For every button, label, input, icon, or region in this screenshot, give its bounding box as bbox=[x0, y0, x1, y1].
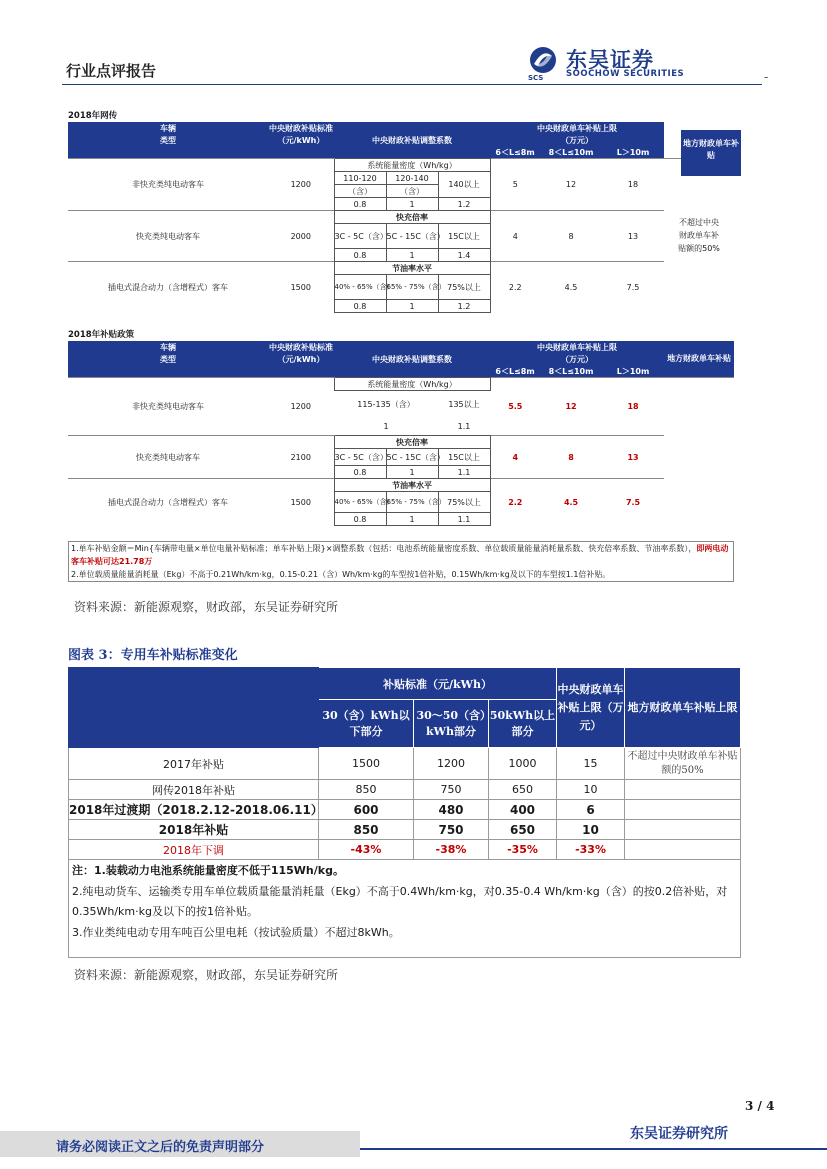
f3-h-c1: 30（含）kWh以下部分 bbox=[319, 700, 414, 748]
p-row3-coef-title: 节油率水平 bbox=[334, 479, 490, 492]
f3-row1-c3: 1000 bbox=[489, 748, 557, 780]
p-row3-v1: 0.8 bbox=[334, 513, 386, 526]
local-note-3: 贴额的50% bbox=[678, 244, 720, 254]
p-h-cap: 中央财政单车补贴上限 bbox=[490, 341, 664, 353]
special-vehicle-subsidy-table bbox=[68, 667, 741, 958]
rumor-row3-cap2: 4.5 bbox=[540, 262, 602, 313]
f3-row5-label: 2018年下调 bbox=[69, 840, 319, 860]
p-row2-c1: 3C - 5C（含） bbox=[334, 449, 386, 466]
p-row2-c2: 5C - 15C（含） bbox=[386, 449, 438, 466]
f3-row5-c1: -43% bbox=[319, 840, 414, 860]
p-row3-c3: 75%以上 bbox=[438, 492, 490, 513]
policy-2018-table bbox=[68, 341, 734, 526]
f3-row4-c1: 850 bbox=[319, 820, 414, 840]
p-row1-c3: 135以上 bbox=[448, 399, 480, 409]
rumor-row1-std: 1200 bbox=[268, 159, 334, 211]
p-row1-v3: 1.1 bbox=[457, 421, 471, 431]
f3-row3-cap: 6 bbox=[557, 800, 625, 820]
rumor-row1-c2b: （含） bbox=[386, 185, 438, 198]
f3-row5-cap: -33% bbox=[557, 840, 625, 860]
f3-row1-c2: 1200 bbox=[414, 748, 489, 780]
p-row2-std: 2100 bbox=[268, 436, 334, 479]
logo-english-name: SOOCHOW SECURITIES bbox=[566, 69, 685, 79]
rumor-row3-cap3: 7.5 bbox=[602, 262, 664, 313]
rumor-row1-v3: 1.2 bbox=[438, 198, 490, 211]
h-cap-unit: （万元） bbox=[490, 134, 664, 146]
p-row2-cap3: 13 bbox=[602, 436, 664, 479]
rumor-row2-c1: 3C - 5C（含） bbox=[334, 224, 386, 249]
rumor-row3-std: 1500 bbox=[268, 262, 334, 313]
f3-row5-c2: -38% bbox=[414, 840, 489, 860]
h-coef: 中央财政补贴调整系数 bbox=[334, 122, 490, 158]
f3-row3-c3: 400 bbox=[489, 800, 557, 820]
report-type-title: 行业点评报告 bbox=[66, 62, 157, 80]
p-row3-cap2: 4.5 bbox=[540, 479, 602, 526]
f3-note2: 2.纯电动货车、运输类专用车单位载质量能量消耗量（Ekg）不高于0.4Wh/km·kg，对0.35-0.4 Wh/km·kg（含）的按0.2倍补贴，对0.35Wh/km·kg及以下的按1倍补贴。 bbox=[72, 885, 728, 918]
rumor-row1-c3: 140以上 bbox=[438, 172, 490, 198]
note1b: 即两电动客车补贴可达21.78万 bbox=[71, 544, 729, 566]
source-note-2: 资料来源：新能源观察，财政部，东吴证券研究所 bbox=[74, 968, 339, 982]
h-type: 类型 bbox=[68, 134, 268, 146]
rumor-row2-c2: 5C - 15C（含） bbox=[386, 224, 438, 249]
f3-local-note: 不超过中央财政单车补贴额的50% bbox=[625, 748, 741, 780]
rumor-row3-v2: 1 bbox=[386, 300, 438, 313]
rumor-row1-c1: 110-120 bbox=[334, 172, 386, 185]
f3-row2-c1: 850 bbox=[319, 780, 414, 800]
rumor-row2-type: 快充类纯电动客车 bbox=[68, 211, 268, 262]
p-row1-coef-title: 系统能量密度（Wh/kg） bbox=[334, 378, 490, 391]
rumor-row2-std: 2000 bbox=[268, 211, 334, 262]
p-h-std: 中央财政补贴标准 bbox=[269, 342, 333, 352]
rumor-row1-c1b: （含） bbox=[334, 185, 386, 198]
note2: 2.单位载质量能量消耗量（Ekg）不高于0.21Wh/km·kg，0.15-0.21（含）Wh/km·kg的车型按1倍补贴，0.15Wh/km·kg及以下的车型按1.1倍补贴。 bbox=[71, 570, 611, 579]
local-note-1: 不超过中央 bbox=[679, 218, 720, 228]
f3-row2-cap: 10 bbox=[557, 780, 625, 800]
p-row3-c2: 65% - 75%（含） bbox=[386, 492, 438, 513]
rumor-row1-v1: 0.8 bbox=[334, 198, 386, 211]
h-vehicle: 车辆 bbox=[68, 122, 268, 134]
p-row3-std: 1500 bbox=[268, 479, 334, 526]
p-row1-c1: 115-135（含） bbox=[357, 399, 415, 409]
rumor-policy-table bbox=[68, 122, 739, 313]
f3-row2-label: 网传2018年补贴 bbox=[69, 780, 319, 800]
rumor-row2-v2: 1 bbox=[386, 249, 438, 262]
rumor-row1-cap2: 12 bbox=[540, 159, 602, 211]
policy-2018-table-title: 2018年补贴政策 bbox=[68, 330, 135, 340]
p-row1-v1: 1 bbox=[383, 421, 389, 431]
p-row1-cap3: 18 bbox=[602, 378, 664, 436]
f3-row3-label: 2018年过渡期（2018.2.12-2018.06.11） bbox=[69, 800, 319, 820]
f3-h-c3: 50kWh以上部分 bbox=[489, 700, 557, 748]
f3-note3: 3.作业类纯电动专用车吨百公里电耗（按试验质量）不超过8kWh。 bbox=[72, 926, 400, 939]
rumor-row2-cap2: 8 bbox=[540, 211, 602, 262]
rumor-row3-c3: 75%以上 bbox=[438, 275, 490, 300]
logo-chinese-name: 东吴证券 bbox=[566, 48, 654, 72]
f3-row1-c1: 1500 bbox=[319, 748, 414, 780]
p-row2-v2: 1 bbox=[386, 466, 438, 479]
disclaimer-notice: 请务必阅读正文之后的免责声明部分 bbox=[56, 1140, 265, 1155]
header-divider bbox=[62, 84, 762, 85]
rumor-row3-c2: 65% - 75%（含） bbox=[386, 275, 438, 300]
h-cap: 中央财政单车补贴上限 bbox=[490, 122, 664, 134]
source-note-1: 资料来源：新能源观察，财政部，东吴证券研究所 bbox=[74, 600, 339, 614]
rumor-row3-v3: 1.2 bbox=[438, 300, 490, 313]
h-len1: 6＜L≤8m bbox=[490, 146, 540, 158]
p-h-len2: 8＜L≤10m bbox=[540, 365, 602, 378]
f3-h-c2: 30～50（含）kWh部分 bbox=[414, 700, 489, 748]
p-row1-cap2: 12 bbox=[540, 378, 602, 436]
h-unit: （元/kWh） bbox=[268, 134, 334, 146]
footer-org-name: 东吴证券研究所 bbox=[630, 1126, 728, 1142]
p-row2-cap2: 8 bbox=[540, 436, 602, 479]
page-number: 3 / 4 bbox=[745, 1099, 775, 1113]
rumor-row1-cap3: 18 bbox=[602, 159, 664, 211]
f3-row3-c1: 600 bbox=[319, 800, 414, 820]
rumor-row2-v1: 0.8 bbox=[334, 249, 386, 262]
rumor-row3-c1: 40% - 65%（含） bbox=[334, 275, 386, 300]
rumor-row2-c3: 15C以上 bbox=[438, 224, 490, 249]
f3-row1-cap: 15 bbox=[557, 748, 625, 780]
p-row3-cap3: 7.5 bbox=[602, 479, 664, 526]
f3-row2-c3: 650 bbox=[489, 780, 557, 800]
p-h-len3: L＞10m bbox=[602, 365, 664, 378]
footer-rule bbox=[360, 1148, 827, 1150]
p-row3-v2: 1 bbox=[386, 513, 438, 526]
f3-row4-c3: 650 bbox=[489, 820, 557, 840]
rumor-row2-cap3: 13 bbox=[602, 211, 664, 262]
rumor-row3-coef-title: 节油率水平 bbox=[334, 262, 490, 275]
figure3-title: 图表 3：专用车补贴标准变化 bbox=[68, 648, 238, 663]
p-row3-c1: 40% - 65%（含） bbox=[334, 492, 386, 513]
rumor-row1-type: 非快充类纯电动客车 bbox=[68, 159, 268, 211]
rumor-row2-coef-title: 快充倍率 bbox=[334, 211, 490, 224]
f3-h-cap: 中央财政单车补贴上限（万元） bbox=[557, 668, 625, 748]
p-row2-v1: 0.8 bbox=[334, 466, 386, 479]
f3-row4-c2: 750 bbox=[414, 820, 489, 840]
f3-row1-label: 2017年补贴 bbox=[69, 748, 319, 780]
p-h-cap-unit: （万元） bbox=[490, 353, 664, 365]
rumor-row3-v1: 0.8 bbox=[334, 300, 386, 313]
p-row2-c3: 15C以上 bbox=[438, 449, 490, 466]
header-dash: - bbox=[764, 70, 769, 84]
f3-h-local: 地方财政单车补贴上限 bbox=[625, 668, 741, 748]
rumor-row2-cap1: 4 bbox=[490, 211, 540, 262]
p-h-len1: 6＜L≤8m bbox=[490, 365, 540, 378]
logo-scs: SCS bbox=[528, 74, 544, 82]
p-h-coef: 中央财政补贴调整系数 bbox=[334, 341, 490, 378]
p-row2-coef-title: 快充倍率 bbox=[334, 436, 490, 449]
rumor-table-title: 2018年网传 bbox=[68, 111, 118, 121]
logo-mark-icon bbox=[528, 46, 558, 76]
p-h-vehicle: 车辆 bbox=[68, 341, 268, 353]
p-h-type: 类型 bbox=[68, 353, 268, 365]
rumor-row1-coef-title: 系统能量密度（Wh/kg） bbox=[334, 159, 490, 172]
rumor-row1-c2: 120-140 bbox=[386, 172, 438, 185]
policy-2018-notes bbox=[68, 541, 734, 582]
p-row2-cap1: 4 bbox=[490, 436, 540, 479]
f3-note1: 注：1.装载动力电池系统能量密度不低于115Wh/kg。 bbox=[72, 864, 344, 877]
p-h-local: 地方财政单车补贴 bbox=[664, 341, 734, 378]
h-len3: L＞10m bbox=[602, 146, 664, 158]
rumor-row1-cap1: 5 bbox=[490, 159, 540, 211]
p-row1-type: 非快充类纯电动客车 bbox=[68, 378, 268, 436]
p-row2-v3: 1.1 bbox=[438, 466, 490, 479]
p-row3-type: 插电式混合动力（含增程式）客车 bbox=[68, 479, 268, 526]
f3-row4-label: 2018年补贴 bbox=[69, 820, 319, 840]
p-row1-cap1: 5.5 bbox=[490, 378, 540, 436]
f3-h-std: 补贴标准（元/kWh） bbox=[319, 668, 557, 700]
local-note-2: 财政单车补 bbox=[679, 231, 720, 241]
company-logo bbox=[528, 46, 698, 82]
rumor-row1-v2: 1 bbox=[386, 198, 438, 211]
h-len2: 8＜L≤10m bbox=[540, 146, 602, 158]
f3-row4-cap: 10 bbox=[557, 820, 625, 840]
p-row3-cap1: 2.2 bbox=[490, 479, 540, 526]
rumor-row3-cap1: 2.2 bbox=[490, 262, 540, 313]
p-h-unit: （元/kWh） bbox=[268, 353, 334, 365]
f3-row5-c3: -35% bbox=[489, 840, 557, 860]
note1a: 1.单车补贴金额＝Min{车辆带电量×单位电量补贴标准；单车补贴上限}×调整系数（包括：电池系统能量密度系数、单位载质量能量消耗量系数、快充倍率系数、节油率系数）， bbox=[71, 544, 697, 553]
h-std: 中央财政补贴标准 bbox=[269, 123, 333, 133]
p-row3-v3: 1.1 bbox=[438, 513, 490, 526]
rumor-row2-v3: 1.4 bbox=[438, 249, 490, 262]
rumor-row3-type: 插电式混合动力（含增程式）客车 bbox=[68, 262, 268, 313]
p-row2-type: 快充类纯电动客车 bbox=[68, 436, 268, 479]
f3-row3-c2: 480 bbox=[414, 800, 489, 820]
f3-row2-c2: 750 bbox=[414, 780, 489, 800]
p-row1-std: 1200 bbox=[268, 378, 334, 436]
h-local: 地方财政单车补贴 bbox=[681, 130, 741, 176]
